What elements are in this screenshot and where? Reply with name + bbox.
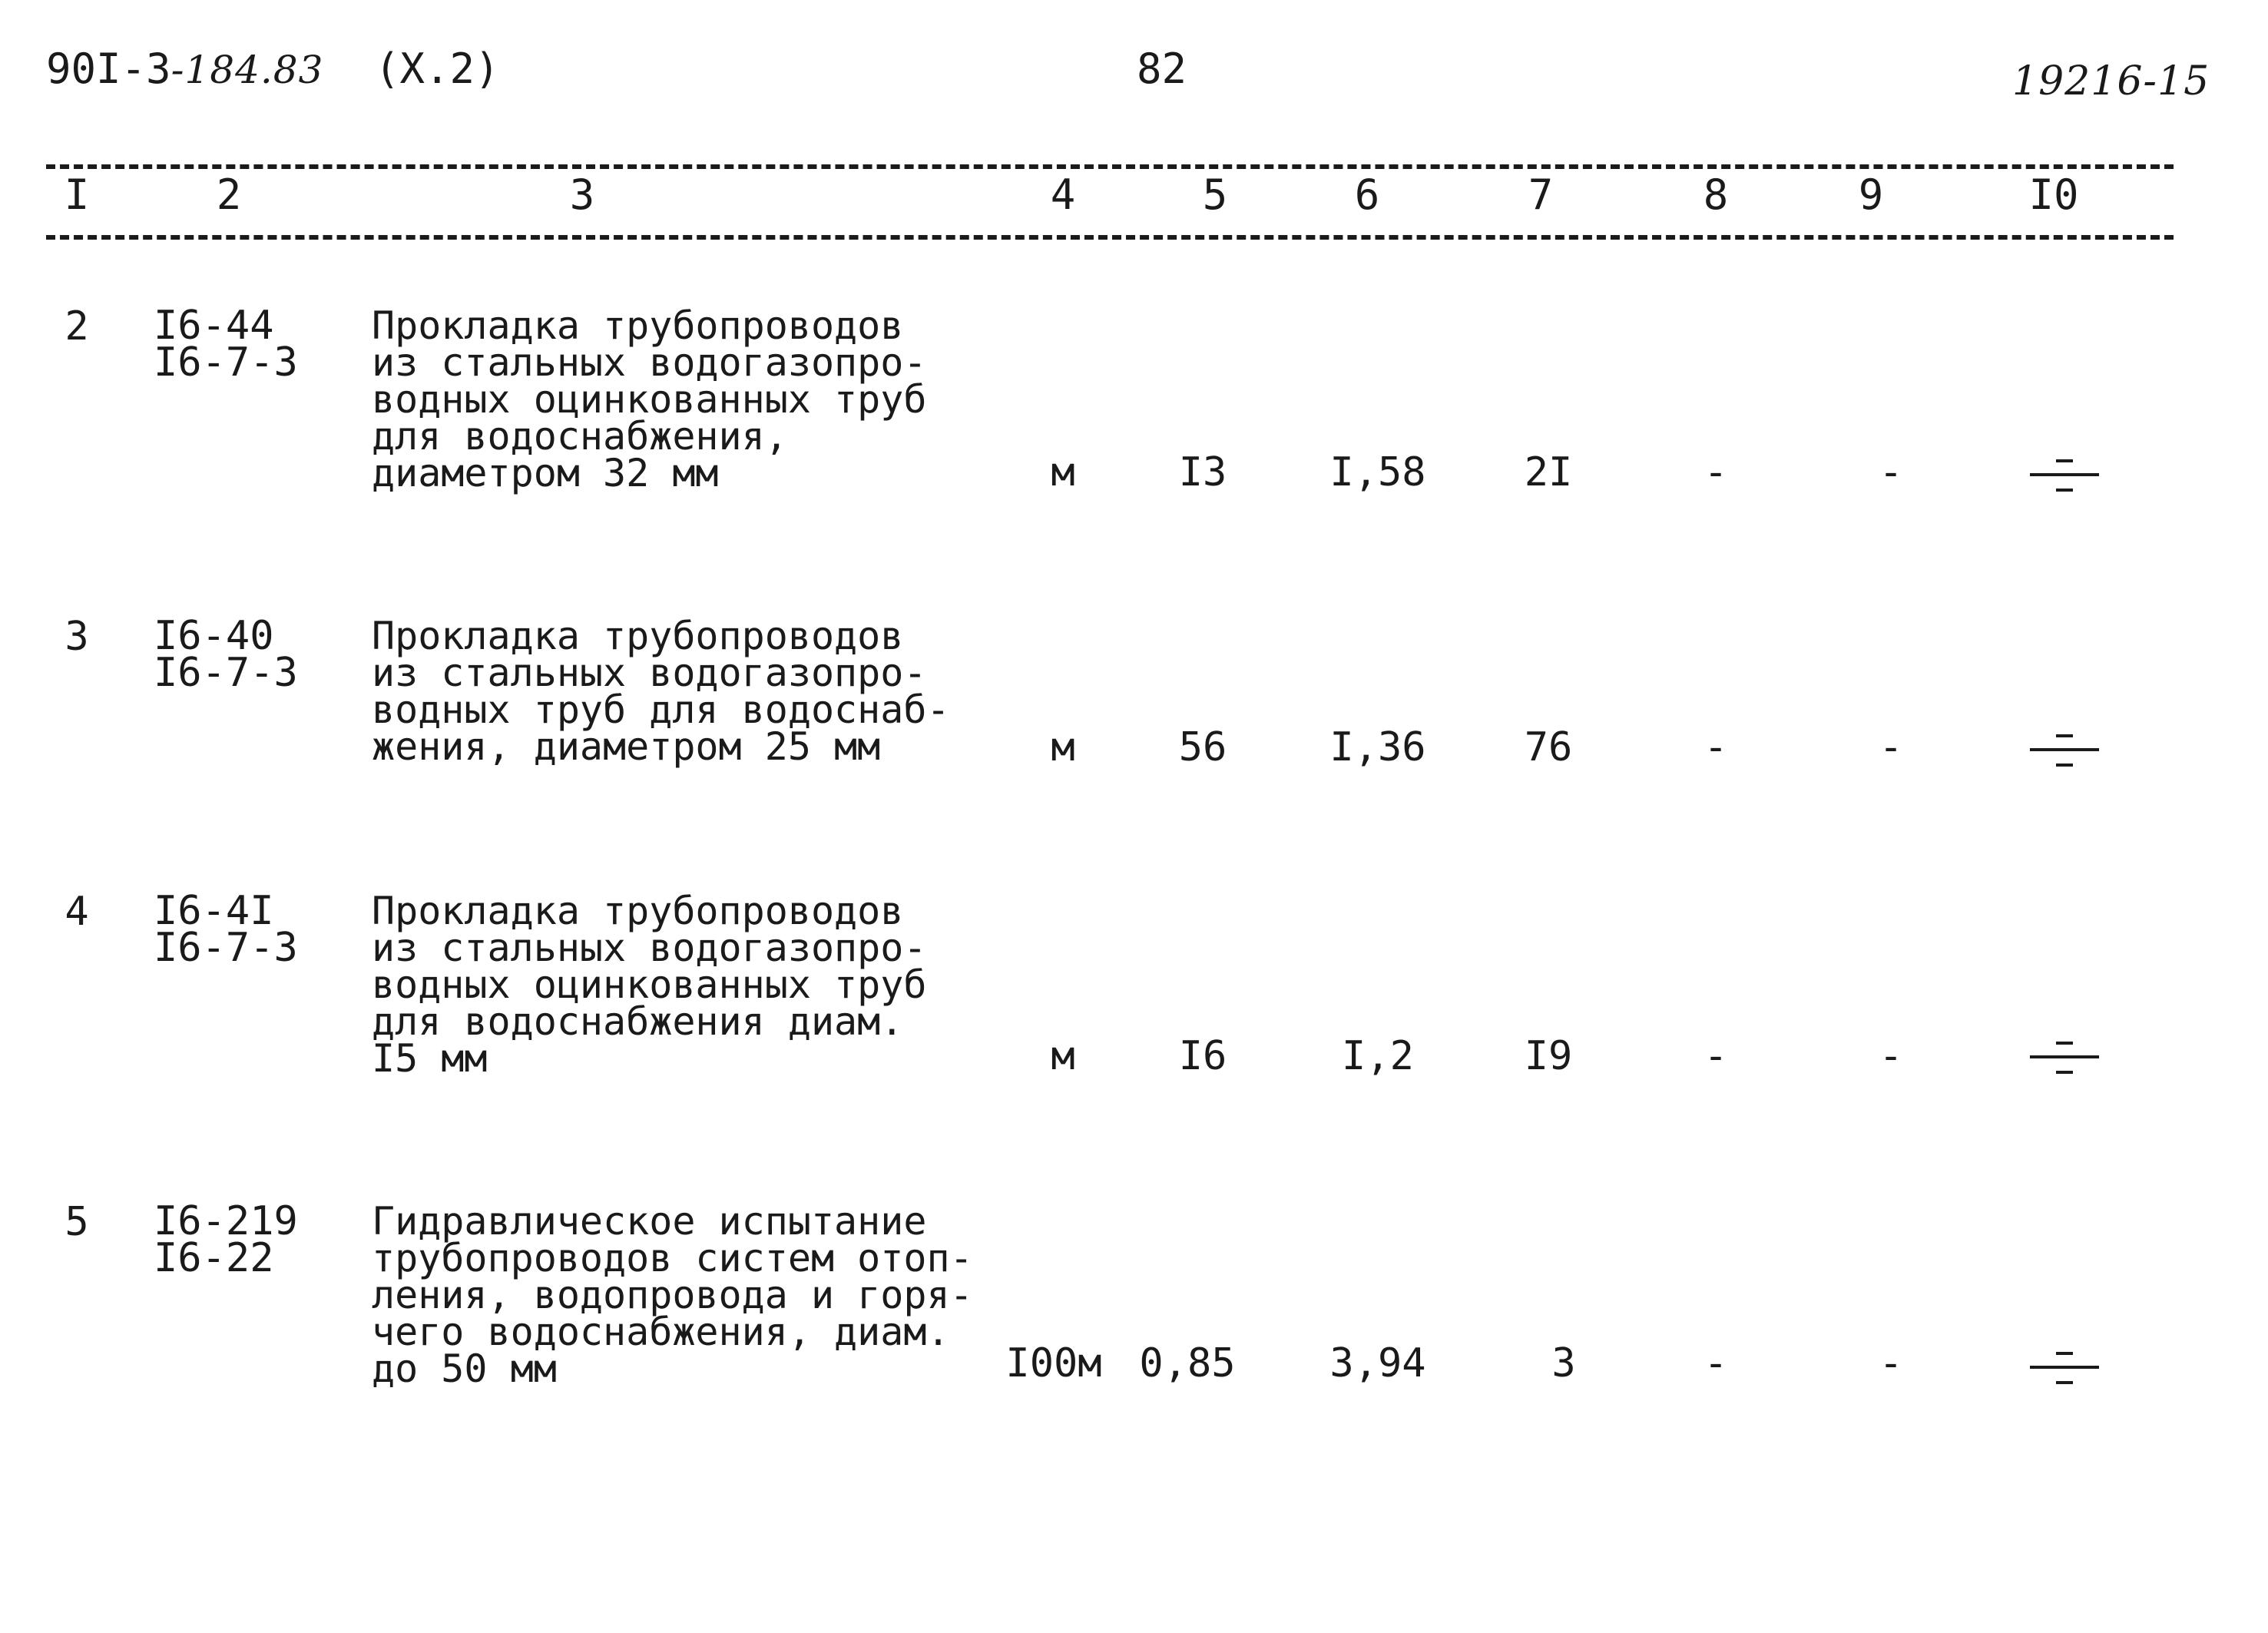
row-total: 76: [1524, 724, 1573, 770]
row-description: Прокладка трубопроводов из стальных водогазопро- водных оцинкованных труб для водоснабжения, диаметром 32 мм: [372, 303, 927, 495]
column-header-4: 4: [1050, 171, 1076, 219]
row-col9: -: [1879, 449, 1903, 495]
column-header-10: I0: [2028, 171, 2079, 219]
row-quantity: 0,85: [1139, 1340, 1236, 1386]
column-header-8: 8: [1703, 171, 1729, 219]
row-col9: -: [1879, 724, 1903, 770]
column-header-3: 3: [569, 171, 595, 219]
row-description: Прокладка трубопроводов из стальных водогазопро- водных труб для водоснаб- жения, диаметром 25 мм: [372, 614, 950, 769]
row-price: I,36: [1329, 724, 1426, 770]
row-codes: I6-44 I6-7-3: [154, 303, 298, 386]
row-unit: м: [1051, 724, 1075, 770]
document-code-handwritten: -184.83: [171, 48, 324, 92]
row-description: Гидравлическое испытание трубопроводов систем отоп- ления, водопровода и горя- чего водоснабжения, диам. до 50 мм: [372, 1199, 973, 1391]
column-header-2: 2: [216, 171, 242, 219]
row-total: 3: [1551, 1340, 1576, 1386]
row-total: I9: [1524, 1033, 1573, 1079]
part-label: (X.2): [375, 45, 500, 93]
row-price: I,58: [1329, 449, 1426, 495]
row-col8: -: [1703, 449, 1728, 495]
row-col8: -: [1703, 1340, 1728, 1386]
row-unit: м: [1051, 449, 1075, 495]
document-code: [46, 45, 323, 93]
column-header-5: 5: [1202, 171, 1228, 219]
row-number: 3: [65, 614, 89, 660]
header-top-rule: [46, 164, 2174, 169]
column-header-6: 6: [1354, 171, 1380, 219]
row-col8: -: [1703, 1033, 1728, 1079]
ditto-mark-icon: [2030, 727, 2099, 773]
row-col8: -: [1703, 724, 1728, 770]
row-codes: I6-4I I6-7-3: [154, 888, 298, 971]
row-codes: I6-219 I6-22: [154, 1198, 298, 1281]
row-col9: -: [1879, 1340, 1903, 1386]
row-unit: I00м: [1005, 1340, 1102, 1386]
header-bottom-rule: [46, 235, 2174, 240]
row-quantity: 56: [1178, 724, 1227, 770]
column-header-7: 7: [1528, 171, 1554, 219]
row-col9: -: [1879, 1033, 1903, 1079]
row-number: 2: [65, 303, 89, 349]
ditto-mark-icon: [2030, 1344, 2099, 1390]
ditto-mark-icon: [2030, 1034, 2099, 1080]
ditto-mark-icon: [2030, 452, 2099, 498]
row-total: 2I: [1524, 449, 1573, 495]
row-price: I,2: [1342, 1033, 1414, 1079]
column-header-9: 9: [1858, 171, 1884, 219]
column-header-1: I: [64, 171, 90, 219]
row-unit: м: [1051, 1033, 1075, 1079]
row-codes: I6-40 I6-7-3: [154, 613, 298, 696]
document-code-typed: 90I-3: [46, 45, 171, 93]
row-quantity: I6: [1178, 1033, 1227, 1079]
archive-number: 19216-15: [2012, 58, 2210, 104]
row-price: 3,94: [1329, 1340, 1426, 1386]
page-number: 82: [1137, 45, 1187, 93]
row-quantity: I3: [1178, 449, 1227, 495]
row-number: 4: [65, 889, 89, 935]
row-description: Прокладка трубопроводов из стальных водогазопро- водных оцинкованных труб для водоснабжения диам. I5 мм: [372, 889, 927, 1081]
row-number: 5: [65, 1199, 89, 1245]
